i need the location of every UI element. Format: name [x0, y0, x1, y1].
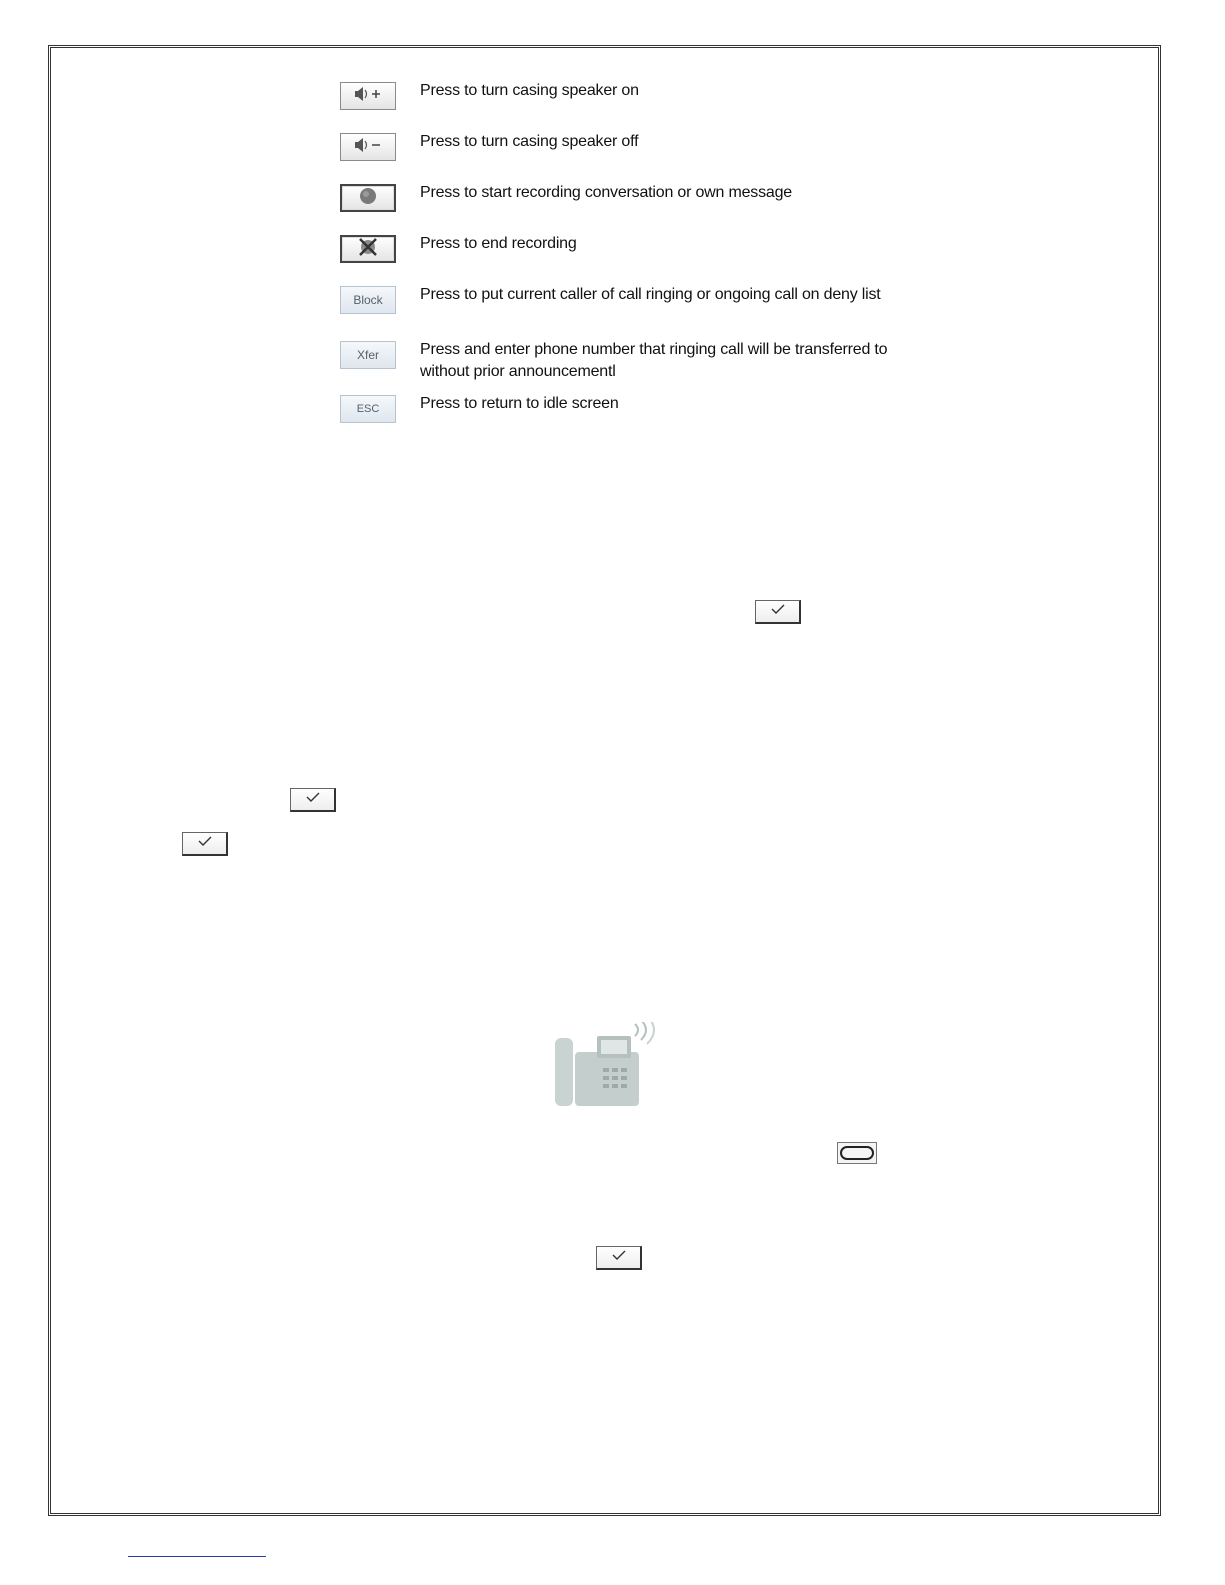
esc-key[interactable]: ESC [340, 395, 396, 423]
speaker-off-key[interactable] [340, 133, 396, 161]
legend-description: Press to turn casing speaker on [420, 82, 639, 99]
speaker-on-key[interactable] [340, 82, 396, 110]
checkmark-icon [768, 602, 788, 621]
legend-row-speaker-on [340, 82, 900, 122]
block-key[interactable]: Block [340, 286, 396, 314]
pill-shape [840, 1146, 874, 1160]
record-key[interactable] [340, 184, 396, 212]
legend-description: Press to turn casing speaker off [420, 133, 639, 150]
legend-row-esc [340, 395, 900, 435]
pill-key-icon[interactable] [837, 1142, 877, 1164]
checkmark-icon [609, 1248, 629, 1267]
legend-row-record [340, 184, 900, 224]
xfer-key[interactable]: Xfer [340, 341, 396, 369]
legend-description: Press and enter phone number that ringing call will be transferred to without prior announcementl [420, 341, 888, 380]
checkmark-icon [195, 834, 215, 853]
legend-description: Press to end recording [420, 235, 577, 252]
legend-row-speaker-off [340, 133, 900, 173]
desk-phone-icon [555, 1022, 665, 1108]
confirm-key[interactable] [596, 1246, 642, 1270]
stop-record-icon [356, 236, 380, 263]
legend-description: Press to return to idle screen [420, 395, 619, 412]
confirm-key[interactable] [755, 600, 801, 624]
record-icon [358, 186, 378, 211]
legend-description: Press to put current caller of call ringing or ongoing call on deny list [420, 286, 881, 303]
stop-record-key[interactable] [340, 235, 396, 263]
checkmark-icon [303, 790, 323, 809]
legend-row-stop-record [340, 235, 900, 275]
speaker-minus-icon [346, 135, 390, 160]
confirm-key[interactable] [290, 788, 336, 812]
speaker-plus-icon [346, 84, 390, 109]
legend-row-xfer [340, 341, 900, 381]
legend-description: Press to start recording conversation or own message [420, 184, 792, 201]
footnote-separator [128, 1556, 266, 1557]
confirm-key[interactable] [182, 832, 228, 856]
legend-row-block [340, 286, 900, 326]
